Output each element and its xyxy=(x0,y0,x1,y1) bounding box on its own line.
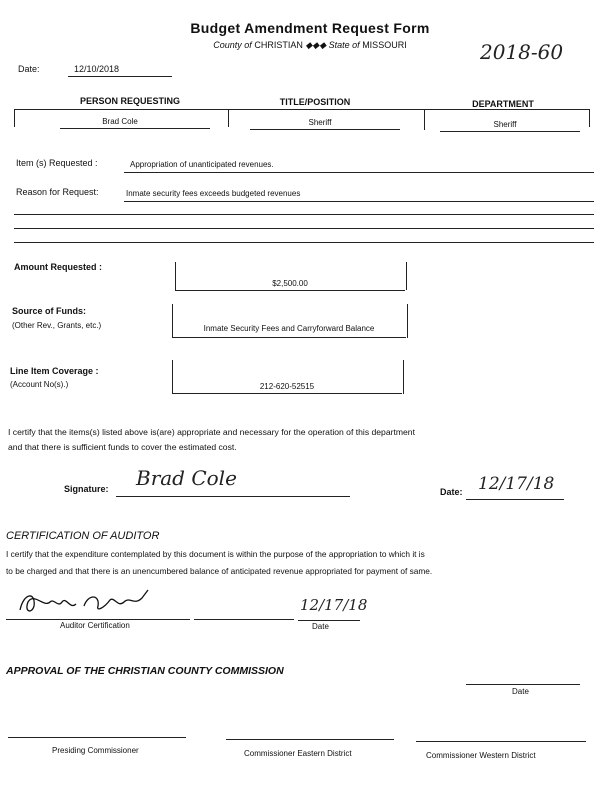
person-value: Brad Cole xyxy=(102,117,138,126)
items-label: Item (s) Requested : xyxy=(16,158,98,168)
department-value: Sheriff xyxy=(493,120,517,129)
items-value: Appropriation of unanticipated revenues. xyxy=(130,160,274,169)
eastern-signature-line xyxy=(226,739,394,740)
line-item-sublabel: (Account No(s).) xyxy=(10,380,69,389)
auditor-date-value: 12/17/18 xyxy=(300,596,368,614)
form-title: Budget Amendment Request Form xyxy=(190,20,430,36)
amount-underline xyxy=(175,290,405,291)
signature-line xyxy=(116,496,350,497)
certify-line-1: I certify that the items(s) listed above is(are) appropriate and necessary for the operation of this department xyxy=(8,427,415,437)
auditor-date-caption: Date xyxy=(312,622,329,631)
requester-signature: Brad Cole xyxy=(136,466,237,490)
amount-label: Amount Requested : xyxy=(14,262,103,272)
title-value: Sheriff xyxy=(308,118,332,127)
signature-date-value: 12/17/18 xyxy=(478,474,555,494)
source-sublabel: (Other Rev., Grants, etc.) xyxy=(12,321,102,330)
commission-date-line xyxy=(466,684,580,685)
auditor-signature-line xyxy=(6,619,190,620)
amount-value: $2,500.00 xyxy=(272,279,308,288)
state-label: State of xyxy=(328,40,360,50)
presiding-signature-line xyxy=(8,737,186,738)
header-person-requesting: PERSON REQUESTING xyxy=(79,96,180,106)
line-item-value: 212-620-52515 xyxy=(259,382,315,391)
reason-value: Inmate security fees exceeds budgeted revenues xyxy=(126,189,301,198)
form-subtitle xyxy=(160,40,460,51)
reason-extra-line-1 xyxy=(14,214,594,215)
state-value: MISSOURI xyxy=(362,40,407,50)
reason-underline xyxy=(124,201,594,202)
seal-icon: ◆◆◆ xyxy=(305,40,327,50)
auditor-line-1: I certify that the expenditure contemplated by this document is within the purpose of the appropriation to which it is xyxy=(6,549,425,559)
header-department: DEPARTMENT xyxy=(472,99,534,109)
table-right-line xyxy=(589,109,590,127)
table-divider-2 xyxy=(424,110,425,130)
commission-heading: APPROVAL OF THE CHRISTIAN COUNTY COMMISSION xyxy=(6,665,284,677)
certify-line-2: and that there is sufficient funds to cover the estimated cost. xyxy=(8,442,237,452)
line-item-label: Line Item Coverage : xyxy=(10,366,99,376)
line-item-underline xyxy=(172,393,402,394)
auditor-heading: CERTIFICATION OF AUDITOR xyxy=(6,530,160,542)
title-underline xyxy=(250,129,400,130)
eastern-commissioner-caption: Commissioner Eastern District xyxy=(244,749,352,758)
county-value: CHRISTIAN xyxy=(254,40,303,50)
commission-date-caption: Date xyxy=(512,687,529,696)
table-divider-1 xyxy=(228,109,229,127)
signature-date-label: Date: xyxy=(440,487,463,497)
county-label: County of xyxy=(213,40,252,50)
handwritten-form-number: 2018-60 xyxy=(480,40,564,64)
header-title-position: TITLE/POSITION xyxy=(279,97,351,107)
auditor-signature-caption: Auditor Certification xyxy=(60,621,130,630)
source-underline xyxy=(172,337,406,338)
reason-extra-line-2 xyxy=(14,228,594,229)
auditor-signature-line-2 xyxy=(194,619,294,620)
auditor-signature-mark xyxy=(14,586,184,620)
date-underline xyxy=(68,76,172,77)
date-value: 12/10/2018 xyxy=(74,64,120,74)
table-top-line xyxy=(14,109,589,110)
auditor-date-line xyxy=(298,620,360,621)
person-underline xyxy=(60,128,210,129)
auditor-line-2: to be charged and that there is an unencumbered balance of anticipated revenue appropriated for payment of same. xyxy=(6,566,433,576)
western-commissioner-caption: Commissioner Western District xyxy=(426,751,536,760)
table-left-line xyxy=(14,109,15,127)
signature-date-line xyxy=(466,499,564,500)
source-value: Inmate Security Fees and Carryforward Balance xyxy=(203,324,375,333)
presiding-commissioner-caption: Presiding Commissioner xyxy=(52,746,139,755)
reason-extra-line-3 xyxy=(14,242,594,243)
department-underline xyxy=(440,131,580,132)
date-label: Date: xyxy=(18,64,40,74)
signature-label: Signature: xyxy=(64,484,109,494)
source-label: Source of Funds: xyxy=(12,306,86,316)
western-signature-line xyxy=(416,741,586,742)
reason-label: Reason for Request: xyxy=(16,187,99,197)
items-underline xyxy=(124,172,594,173)
